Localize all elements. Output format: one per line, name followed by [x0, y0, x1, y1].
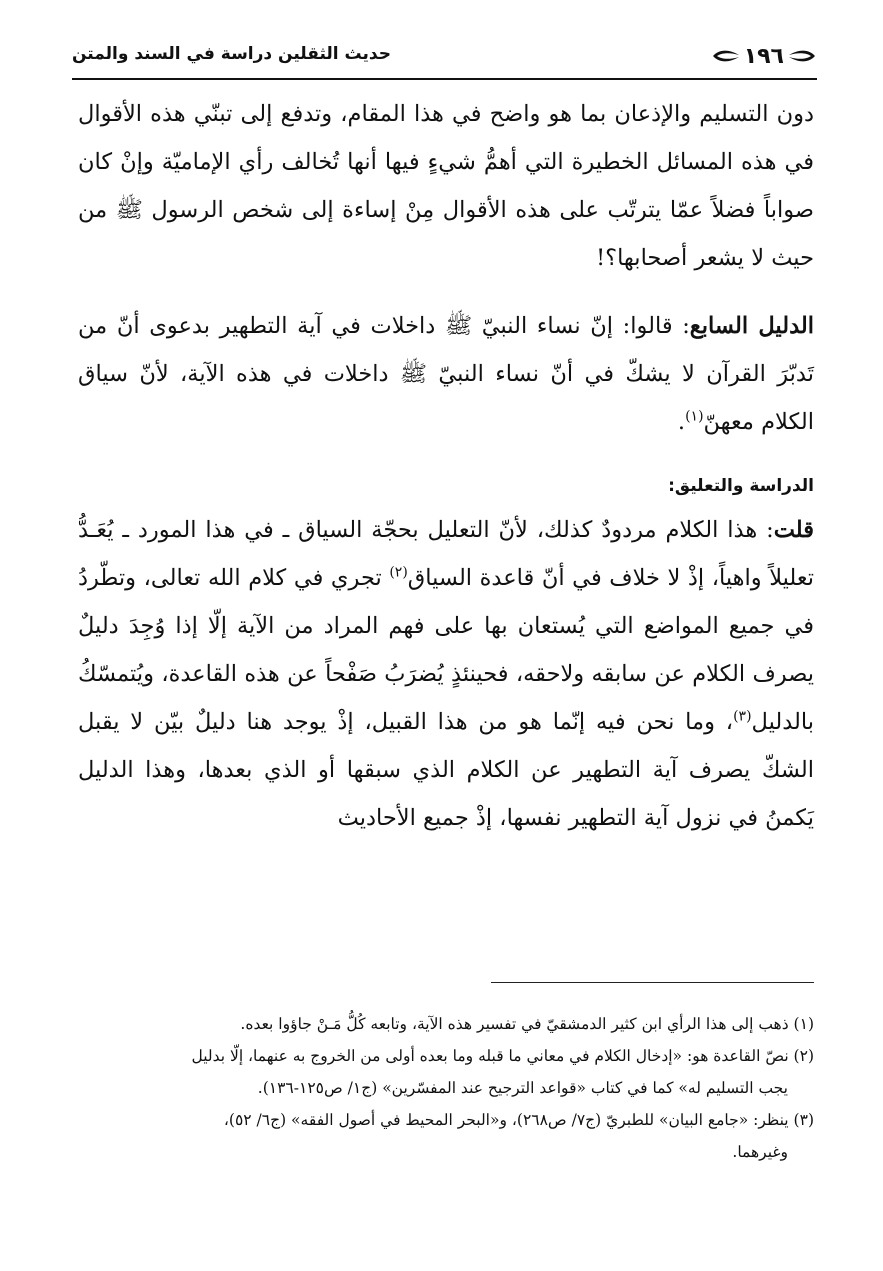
footnote-ref-1[interactable]: (١) — [685, 408, 704, 425]
paragraph-1: دون التسليم والإذعان بما هو واضح في هذا المقام، وتدفع إلى تبنّي هذه الأقوال في هذه المسائل الخطيرة التي أهمُّ شيءٍ فيها أنها تُخالف رأي الإماميّة وإنْ كان صواباً فضلاً عمّا يترتّب على هذه الأقوال مِنْ إساءة إلى شخص الرسول ﷺ من حيث لا يشعر أصحابها؟! — [78, 101, 814, 271]
page-body — [78, 90, 814, 842]
page-number-value: ١٩٦ — [743, 43, 784, 69]
ornament-left-icon — [711, 49, 741, 63]
footnote-2-continuation: يجب التسليم له» كما في كتاب «قواعد الترجيح عند المفسّرين» (ج١/ ص١٢٥-١٣٦). — [257, 1079, 788, 1097]
ornament-right-icon — [787, 49, 817, 63]
footnote-ref-3[interactable]: (٣) — [733, 708, 752, 725]
footnote-separator — [491, 982, 814, 983]
reply-paragraph — [78, 506, 814, 842]
seventh-evidence-lead: الدليل السابع — [689, 313, 814, 339]
seventh-evidence-text: : قالوا: إنّ نساء النبيّ ﷺ داخلات في آية التطهير بدعوى أنّ من تَدبّرَ القرآن لا يشكّ في أنّ نساء النبيّ ﷺ داخلات في هذه الآية، لأنّ سياق الكلام معهنّ — [78, 313, 814, 435]
seventh-evidence-end: . — [677, 409, 686, 435]
footnote-2: (٢) نصّ القاعدة هو: «إدخال الكلام في معاني ما قبله وما بعده أولى من الخروج به عنهما، إلّا بدليل — [191, 1047, 814, 1065]
running-title: حديث الثقلين دراسة في السند والمتن — [72, 44, 391, 64]
page-number — [711, 40, 817, 72]
reply-lead: قلت — [773, 517, 814, 543]
page-header — [72, 40, 817, 80]
reply-part-3: ، وما نحن فيه إنّما هو من هذا القبيل، إذْ يوجد هنا دليلٌ بيّن لا يقبل الشكّ يصرف آية التطهير عن الكلام الذي سبقها أو الذي بعدها، وهذا الدليل يَكمنُ في نزول آية التطهير نفسها، إذْ جميع الأحاديث — [78, 709, 814, 831]
footnote-1: (١) ذهب إلى هذا الرأي ابن كثير الدمشقيّ في تفسير هذه الآية، وتابعه كُلُّ مَـنْ جاؤوا بعده. — [240, 1015, 814, 1033]
reply-part-2: تجري في كلام الله تعالى، وتطّردُ في جميع المواضع التي يُستعان بها على فهم المراد من الآية إلّا إذا وُجِدَ دليلٌ يصرف الكلام عن سابقه ولاحقه، فحينئذٍ يُضرَبُ صَفْحاً عن هذه القاعدة، ويُتمسّكُ بالدليل — [78, 565, 814, 735]
footnote-3: (٣) ينظر: «جامع البيان» للطبريّ (ج٧/ ص٢٦٨)، و«البحر المحيط في أصول الفقه» (ج٦/ ٥٢)، — [223, 1111, 814, 1129]
footnote-3-continuation: وغيرهما. — [732, 1143, 788, 1161]
footnote-ref-2[interactable]: (٢) — [389, 564, 408, 581]
section-heading: الدراسة والتعليق: — [668, 476, 814, 496]
seventh-evidence-paragraph — [78, 302, 814, 446]
reply-part-1: : هذا الكلام مردودٌ كذلك، لأنّ التعليل بحجّة السياق ـ في هذا المورد ـ يُعَـدُّ تعليلاً واهياً، إذْ لا خلاف في أنّ قاعدة السياق — [78, 517, 814, 591]
footnotes — [78, 1008, 814, 1168]
